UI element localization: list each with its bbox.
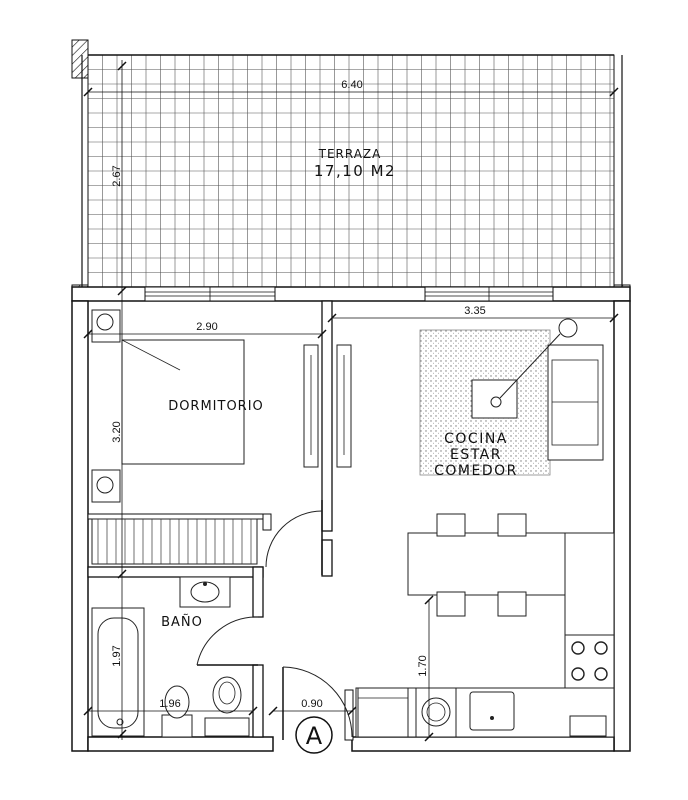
living-label-line1: COCINA (444, 431, 508, 447)
dimension-kitchen-depth: 1.70 (417, 655, 429, 677)
terrace-label: TERRAZA (318, 147, 382, 161)
kitchen-sink (470, 692, 514, 730)
dimension-bathroom-width: 1.96 (159, 698, 181, 710)
wardrobe (92, 519, 257, 564)
living-label-line3: COMEDOR (434, 463, 518, 479)
toilet (205, 677, 249, 736)
entrance-marker (296, 717, 332, 753)
sofa (548, 345, 603, 460)
stove (565, 635, 614, 688)
bidet (162, 686, 192, 737)
dimension-bedroom-depth: 3.20 (111, 421, 123, 443)
sink (180, 577, 230, 607)
dimension-terrace-depth: 2.67 (111, 165, 123, 187)
oven (570, 716, 606, 736)
bedroom-label: DORMITORIO (168, 399, 264, 414)
living-label-line2: ESTAR (449, 447, 503, 463)
window-living (425, 287, 553, 301)
dimension-living-width: 3.35 (464, 305, 486, 317)
washing-machine (416, 688, 456, 737)
nightstand-top (92, 310, 120, 342)
bathroom-label: BAÑO (161, 615, 203, 630)
window-bedroom (145, 287, 275, 301)
nightstand-bottom (92, 470, 120, 502)
dimension-bedroom-width: 2.90 (196, 321, 218, 333)
dimension-bathroom-depth: 1.97 (111, 645, 123, 667)
terrace-area-label: 17,10 M2 (313, 162, 397, 180)
bathroom-door (197, 617, 258, 665)
bedroom-door (266, 500, 322, 575)
bathtub (92, 608, 144, 736)
dimension-terrace-width: 6.40 (341, 79, 363, 91)
column-top-left (72, 40, 88, 78)
dining-table (408, 514, 565, 616)
refrigerator (358, 688, 408, 737)
dimension-door-width: 0.90 (301, 698, 323, 710)
entrance-marker-label: A (305, 722, 323, 750)
